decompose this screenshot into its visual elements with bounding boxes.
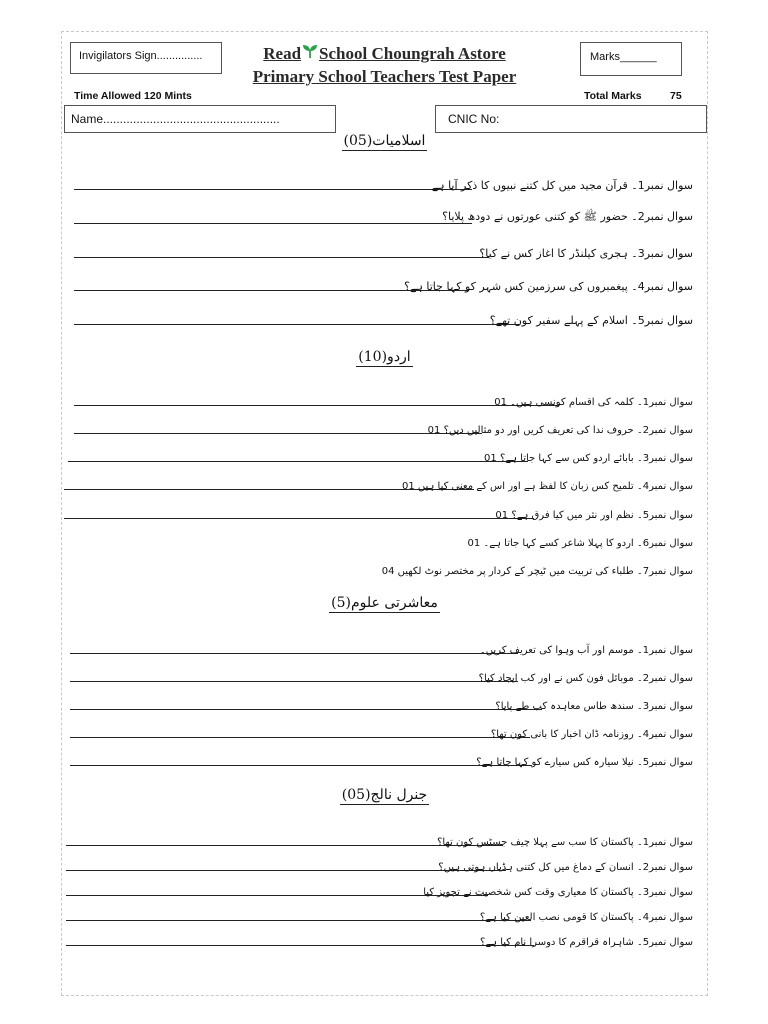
section-heading-general-knowledge [62,784,707,805]
answer-line[interactable] [74,324,519,325]
answer-line[interactable] [64,518,534,519]
question-row [62,502,707,524]
question-row [62,693,707,715]
answer-line[interactable] [74,405,559,406]
school-title [62,44,707,64]
question-row [62,879,707,901]
test-paper-page [61,31,708,996]
question-row [62,389,707,411]
question-text: سوال نمبر4۔ پیغمبروں کی سرزمین کس شہر کو کہا جاتا ہے؟ [404,280,693,293]
question-row [62,854,707,876]
time-allowed: Time Allowed 120 Mints [74,90,192,102]
question-text: سوال نمبر3۔ پاکستان کا معیاری وقت کس شخصیت نے تجویز کیا [423,887,693,898]
question-row [62,749,707,771]
question-row [62,904,707,926]
total-marks-value: 75 [670,90,682,102]
section-heading-text: جنرل نالج(05) [341,787,428,803]
question-text: سوال نمبر3۔ بابائے اردو کس سے کہا جاتا ہے؟ 01 [484,453,693,464]
answer-line[interactable] [74,433,482,434]
answer-line[interactable] [68,461,528,462]
section-heading-urdu [62,346,707,367]
question-row [62,473,707,495]
sprout-logo-icon [302,44,318,58]
cnic-label: CNIC No: [448,112,500,126]
section-heading-text: اسلامیات(05) [343,133,426,149]
invigilators-sign-label: Invigilators Sign............... [79,50,203,62]
question-row [62,929,707,951]
question-text: سوال نمبر1۔ موسم اور آب وہوا کی تعریف کریں۔ [479,645,693,656]
question-text: سوال نمبر2۔ حضور ﷺ کو کتنی عورتوں نے دودھ پلایا؟ [442,210,693,223]
question-row [62,721,707,743]
question-row [62,417,707,439]
section-heading-islamiyat [62,130,707,151]
question-text: سوال نمبر1۔ قرآن مجید میں کل کتنے نبیوں کا ذکر آیا ہے [431,179,693,192]
question-text: سوال نمبر2۔ موبائل فون کس نے اور کب ایجاد کیا؟ [478,673,693,684]
question-row [62,445,707,467]
answer-line[interactable] [70,653,518,654]
total-marks-label: Total Marks [584,90,642,102]
question-text: سوال نمبر5۔ اسلام کے پہلے سفیر کون تھے؟ [489,314,693,327]
answer-line[interactable] [70,737,530,738]
question-text: سوال نمبر3۔ ہجری کیلنڈر کا اغاز کس نے کیا؟ [479,247,693,260]
answer-line[interactable] [74,257,489,258]
question-row [62,558,707,580]
question-text: سوال نمبر4۔ پاکستان کا قومی نصب العین کیا ہے؟ [479,912,693,923]
question-row [62,530,707,552]
answer-line[interactable] [74,223,472,224]
cnic-field[interactable] [435,105,707,133]
question-row [62,665,707,687]
answer-line[interactable] [70,709,542,710]
school-title-name: School Choungrah Astore [319,44,506,63]
question-text: سوال نمبر4۔ تلمیح کس زبان کا لفظ ہے اور اس کے معنی کیا ہیں 01 [401,481,693,492]
question-text: سوال نمبر3۔ سندھ طاس معاہدہ کب طے پایا؟ [495,701,693,712]
section-heading-text: اردو(10) [358,349,411,365]
answer-line[interactable] [70,681,518,682]
question-row [62,308,707,330]
question-text: سوال نمبر2۔ انسان کے دماغ میں کل کتنی ہڈیاں ہوتی ہیں؟ [438,862,693,873]
question-text: سوال نمبر4۔ روزنامہ ڈان اخبار کا بانی کون تھا؟ [490,729,693,740]
question-text: سوال نمبر5۔ نظم اور نثر میں کیا فرق ہے؟ 01 [495,510,693,521]
name-label: Name..................................................... [71,112,280,126]
question-text: سوال نمبر5۔ نیلا سیارہ کس سیارے کو کہا جاتا ہے؟ [476,757,693,768]
answer-line[interactable] [70,765,532,766]
question-row [62,241,707,263]
answer-line[interactable] [66,920,531,921]
question-text: سوال نمبر1۔ کلمہ کی اقسام کونسی ہیں۔ 01 [494,397,693,408]
question-row [62,637,707,659]
question-text: سوال نمبر6۔ اردو کا پہلا شاعر کسے کہا جاتا ہے۔ 01 [467,538,693,549]
answer-line[interactable] [66,945,534,946]
paper-subtitle: Primary School Teachers Test Paper [252,67,517,86]
section-heading-text: معاشرتی علوم(5) [331,595,438,611]
question-text: سوال نمبر2۔ حروف ندا کی تعریف کریں اور دو مثالیں دیں؟ 01 [427,425,693,436]
question-row [62,207,707,229]
question-row [62,173,707,195]
name-field[interactable] [64,105,336,133]
school-title-word-read: Read [263,44,302,63]
question-text: سوال نمبر5۔ شاہراہ قراقرم کا دوسرا نام کیا ہے؟ [479,937,693,948]
marks-label: Marks______ [590,51,657,63]
section-heading-social-studies [62,592,707,613]
answer-line[interactable] [74,189,472,190]
question-text: سوال نمبر7۔ طلباء کی تربیت میں ٹیچر کے کردار پر مختصر نوٹ لکھیں 04 [381,566,693,577]
question-row [62,829,707,851]
question-row [62,274,707,296]
question-text: سوال نمبر1۔ پاکستان کا سب سے پہلا چیف جسٹس کون تھا؟ [437,837,693,848]
